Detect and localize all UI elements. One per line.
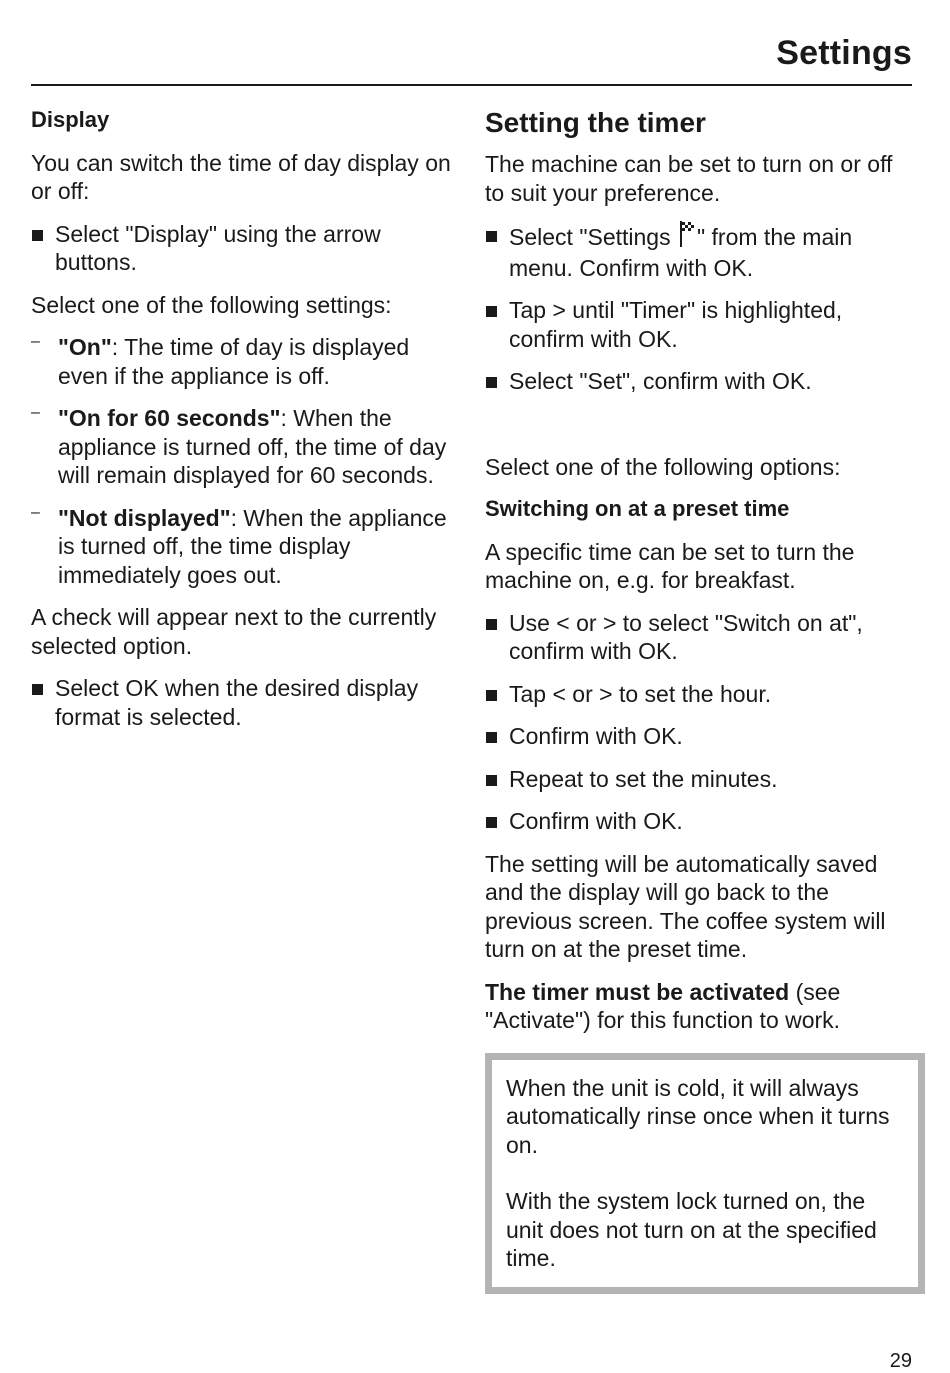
option-item-on: [31, 333, 451, 390]
bullet-text: Select OK when the desired display format is selected.: [55, 675, 419, 730]
option-item-on-60: [31, 404, 451, 490]
bullet-square-icon: [486, 690, 497, 701]
option-desc: : When the appliance is turned off, the time of day will remain displayed for 60 seconds.: [58, 405, 447, 488]
bullet-text: Use < or > to select "Switch on at", confirm with OK.: [509, 609, 863, 664]
page-header: [31, 30, 912, 86]
option-desc: : The time of day is displayed even if the appliance is off.: [58, 334, 410, 389]
dash-marker: –: [31, 333, 40, 350]
bullet-square-icon: [486, 377, 497, 388]
step-text-before: Select "Settings: [509, 224, 677, 250]
bullet-square-icon: [486, 732, 497, 743]
timer-heading: Setting the timer: [485, 107, 706, 138]
section-title: Settings: [776, 34, 912, 72]
preset-intro: A specific time can be set to turn the machine on, e.g. for breakfast.: [485, 538, 855, 593]
page-number: 29: [889, 1350, 912, 1372]
activate-note: [485, 978, 913, 1035]
bullet-square-icon: [32, 684, 43, 695]
bullet-step: [31, 674, 451, 731]
bullet-step: [485, 296, 913, 353]
bullet-step: [31, 220, 451, 277]
option-desc: : When the appliance is turned off, the time display immediately goes out.: [58, 504, 447, 588]
option-name: "Not displayed": [58, 504, 231, 531]
bullet-step: [485, 680, 913, 709]
bullet-text: Select "Set", confirm with OK.: [509, 368, 812, 394]
note-box: [485, 1053, 925, 1294]
bullet-text: Select "Display" using the arrow buttons.: [55, 220, 381, 275]
bullet-square-icon: [486, 619, 497, 630]
preset-subheading: Switching on at a preset time: [485, 496, 790, 521]
bullet-text: Tap < or > to set the hour.: [509, 680, 772, 707]
dash-marker: –: [31, 503, 40, 521]
right-column: [485, 106, 913, 1294]
bullet-step: [485, 609, 913, 666]
bullet-square-icon: [486, 306, 497, 317]
bullet-square-icon: [32, 230, 43, 241]
display-heading: Display: [31, 107, 110, 132]
bullet-step: [485, 765, 913, 794]
activate-rest: (see "Activate") for this function to work.: [485, 978, 841, 1033]
display-intro: You can switch the time of day display on or off:: [31, 149, 451, 204]
bullet-square-icon: [486, 775, 497, 786]
activate-bold: The timer must be activated: [485, 978, 790, 1005]
saved-note: The setting will be automatically saved and the display will go back to the previous screen. The coffee system will turn on at the preset time.: [485, 850, 886, 962]
bullet-step: [485, 722, 913, 751]
bullet-text: Tap > until "Timer" is highlighted, confirm with OK.: [509, 297, 843, 352]
settings-choice-text: Select one of the following settings:: [31, 291, 392, 318]
option-name: "On for 60 seconds": [58, 405, 281, 431]
option-item-not-displayed: [31, 504, 451, 590]
bullet-step: [485, 221, 913, 282]
dash-marker: –: [31, 404, 40, 421]
left-column: [31, 106, 451, 745]
bullet-text: Confirm with OK.: [509, 808, 683, 834]
bullet-text: Repeat to set the minutes.: [509, 765, 778, 792]
note-text: When the unit is cold, it will always automatically rinse once when it turns on.: [506, 1074, 890, 1158]
bullet-square-icon: [486, 231, 497, 242]
step-text-after: " from the main menu. Confirm with OK.: [509, 224, 853, 281]
check-note: A check will appear next to the currently selected option.: [31, 604, 437, 659]
options-choice-text: Select one of the following options:: [485, 453, 841, 480]
timer-intro: The machine can be set to turn on or off to suit your preference.: [485, 151, 893, 206]
note-text: With the system lock turned on, the unit does not turn on at the specified time.: [506, 1188, 877, 1271]
bullet-square-icon: [486, 817, 497, 828]
bullet-step: [485, 807, 913, 836]
bullet-step: [485, 367, 913, 396]
settings-flag-icon: [679, 221, 695, 254]
bullet-text: Confirm with OK.: [509, 723, 683, 749]
option-name: "On": [58, 334, 112, 360]
